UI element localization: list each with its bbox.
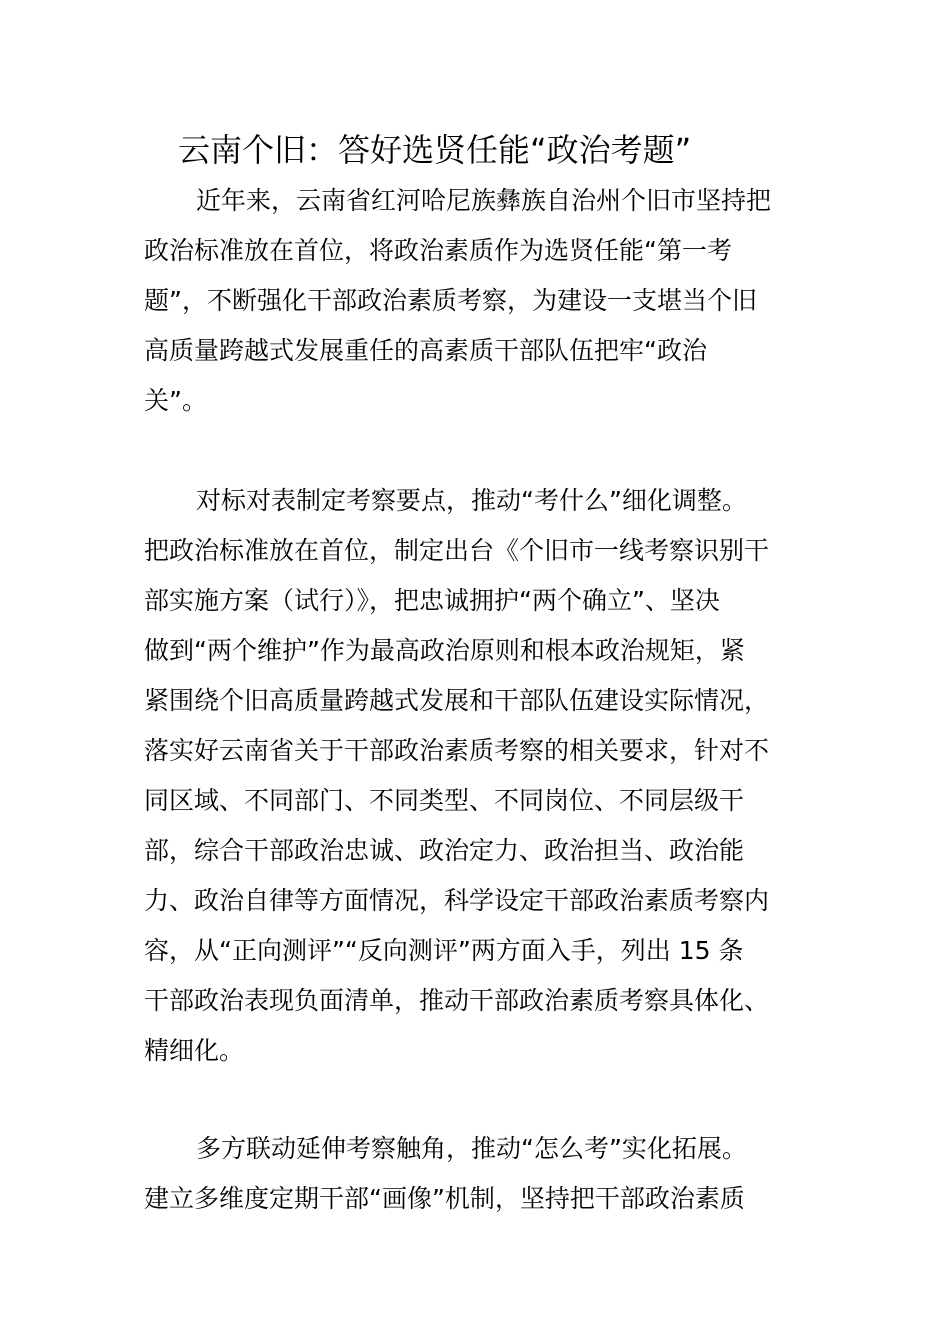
paragraph-3 — [144, 1124, 814, 1224]
paragraph-line: 同区域、不同部门、不同类型、不同岗位、不同层级干 — [144, 786, 745, 815]
paragraph-line: 题”，不断强化干部政治素质考察，为建设一支堪当个旧 — [144, 286, 757, 315]
paragraph-line: 做到“两个维护”作为最高政治原则和根本政治规矩，紧 — [144, 636, 745, 665]
paragraph-line: 多方联动延伸考察触角，推动“怎么考”实化拓展。 — [196, 1134, 747, 1163]
paragraph-line: 容，从“正向测评”“反向测评”两方面入手，列出 15 条 — [144, 936, 744, 965]
paragraph-line: 力、政治自律等方面情况，科学设定干部政治素质考察内 — [144, 886, 770, 915]
paragraph-line: 干部政治表现负面清单，推动干部政治素质考察具体化、 — [144, 986, 770, 1015]
paragraph-line: 紧围绕个旧高质量跨越式发展和干部队伍建设实际情况， — [144, 686, 770, 715]
paragraph-line: 政治标准放在首位，将政治素质作为选贤任能“第一考 — [144, 236, 732, 265]
document-title: 云南个旧：答好选贤任能“政治考题” — [178, 131, 692, 169]
paragraph-line: 对标对表制定考察要点，推动“考什么”细化调整。 — [196, 486, 747, 515]
paragraph-1 — [144, 176, 814, 426]
paragraph-line: 建立多维度定期干部“画像”机制，坚持把干部政治素质 — [144, 1184, 745, 1213]
paragraph-line: 部实施方案（试行）》，把忠诚拥护“两个确立”、坚决 — [144, 586, 720, 615]
paragraph-line: 把政治标准放在首位，制定出台《个旧市一线考察识别干 — [144, 536, 770, 565]
paragraph-line: 部，综合干部政治忠诚、政治定力、政治担当、政治能 — [144, 836, 745, 865]
paragraph-line: 精细化。 — [144, 1036, 245, 1065]
paragraph-line: 关”。 — [144, 386, 207, 415]
paragraph-2 — [144, 476, 814, 1076]
paragraph-line: 近年来，云南省红河哈尼族彝族自治州个旧市坚持把 — [196, 186, 772, 215]
paragraph-line: 高质量跨越式发展重任的高素质干部队伍把牢“政治 — [144, 336, 707, 365]
paragraph-line: 落实好云南省关于干部政治素质考察的相关要求，针对不 — [144, 736, 770, 765]
